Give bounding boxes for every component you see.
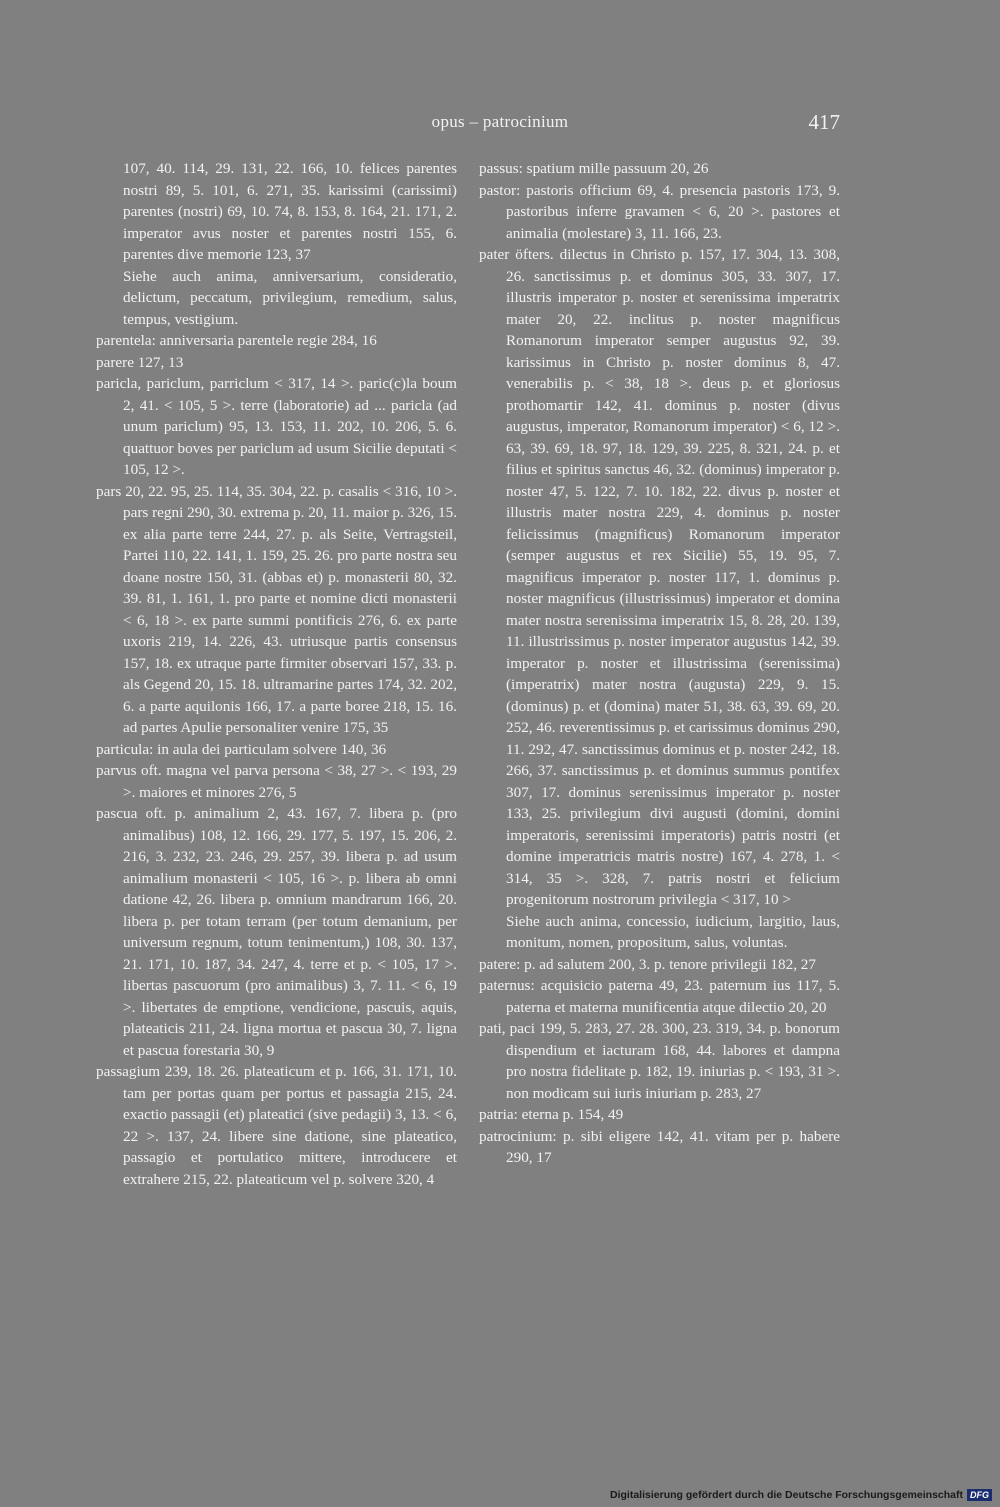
index-entry: paricla, pariclum, parriclum < 317, 14 >. paric(c)la boum 2, 41. < 105, 5 >. terre (laboratorie) ad ... paricla (ad unum pariclum) 95, 13. 153, 11. 202, 10. 206, 5. 6. quattuor boves per pariclum ad usum Sicilie deputati < 105, 12 >. (96, 375, 457, 478)
index-entry: patere: p. ad salutem 200, 3. p. tenore privilegii 182, 27 (479, 955, 816, 973)
index-entry: parvus oft. magna vel parva persona < 38, 27 >. < 193, 29 >. maiores et minores 276, 5 (96, 762, 457, 801)
index-entry: pascua oft. p. animalium 2, 43. 167, 7. libera p. (pro animalibus) 108, 12. 166, 29. 177, 5. 197, 15. 206, 2. 216, 3. 232, 23. 246, 29. 257, 39. libera p. ad usum animalium monasterii < 105, 16 >. p. libera ab omni datione 42, 26. libera p. omnium mandrarum 166, 20. libera p. per totam terram (per totum demanium, per universum regnum, totum tenimentum,) 108, 30. 137, 21. 171, 10. 187, 34. 247, 4. terre et p. < 105, 17 >. libertas pascuorum (pro animalibus) 3, 7. 11. < 6, 19 >. libertates de emptione, vendicione, pascuis, aquis, plateaticis 211, 24. ligna mortua et pascua 30, 7. ligna et pascua forestaria 30, 9 (96, 805, 457, 1059)
dfg-logo: DFG (967, 1489, 992, 1501)
left-column (96, 158, 457, 1190)
index-entry: paternus: acquisicio paterna 49, 23. paternum ius 117, 5. paterna et materna munificentia atque dilectio 20, 20 (479, 977, 840, 1016)
right-column (479, 158, 840, 1169)
footer-text: Digitalisierung gefördert durch die Deutsche Forschungsgemeinschaft (610, 1489, 963, 1501)
index-entry: pars 20, 22. 95, 25. 114, 35. 304, 22. p. casalis < 316, 10 >. pars regni 290, 30. extrema p. 20, 11. maior p. 326, 15. ex alia parte terre 244, 27. p. als Seite, Vertragsteil, Partei 110, 22. 141, 1. 159, 25. 26. pro parte nostra seu doane nostre 150, 31. (abbas et) p. monasterii 80, 32. 39. 81, 1. 161, 1. pro parte et nomine dicti monasterii < 6, 18 >. ex parte summi pontificis 276, 6. ex parte uxoris 219, 14. 226, 43. utriusque partis consensus 157, 18. ex utraque parte firmiter observari 157, 33. p. als Gegend 20, 15. 18. ultramarine partes 174, 32. 202, 6. a parte aquilonis 166, 17. a parte boree 218, 15. 16. ad partes Apulie personaliter venire 175, 35 (96, 482, 457, 736)
index-entry: parentela: anniversaria parentele regie 284, 16 (96, 332, 377, 349)
index-entry: 107, 40. 114, 29. 131, 22. 166, 10. felices parentes nostri 89, 5. 101, 6. 271, 35. karissimi (carissimi) parentes (nostri) 69, 10. 74, 8. 153, 8. 164, 21. 171, 2. imperator avus noster et parentes nostri 155, 6. parentes dive memorie 123, 37 (123, 160, 457, 263)
index-entry: pati, paci 199, 5. 283, 27. 28. 300, 23. 319, 34. p. bonorum dispendium et iacturam 168, 44. labores et dampna pro nostra fidelitate p. 182, 19. iniurias p. < 193, 31 >. non modicam sui iuris iniuriam p. 283, 27 (479, 1020, 840, 1102)
index-entry: particula: in aula dei particulam solvere 140, 36 (96, 740, 387, 758)
running-title: opus – patrocinium (431, 112, 569, 131)
index-entry: patria: eterna p. 154, 49 (479, 1106, 624, 1123)
page-number: 417 (808, 110, 840, 134)
index-entry: patrocinium: p. sibi eligere 142, 41. vitam per p. habere 290, 17 (479, 1127, 840, 1166)
index-entry: Siehe auch anima, anniversarium, consideratio, delictum, peccatum, privilegium, remedium, salus, tempus, vestigium. (123, 267, 457, 328)
index-entry: pater öfters. dilectus in Christo p. 157, 17. 304, 13. 308, 26. sanctissimus p. et dominus 305, 33. 307, 17. illustris imperator p. noster et serenissima imperatrix mater 20, 22. inclitus p. noster magnificus Romanorum imperator semper augustus 92, 39. karissimus in Christo p. noster dominus 8, 47. venerabilis p. < 38, 18 >. deus p. et gloriosus prothomartir 142, 41. dominus p. noster (divus augustus, imperator, Romanorum imperator) < 6, 12 >. 63, 39. 69, 18. 97, 18. 129, 39. 225, 8. 321, 24. p. et filius et spiritus sanctus 46, 32. (dominus) imperator p. noster 47, 5. 122, 7. 10. 182, 22. divus p. noster et illustris mater nostra 229, 4. dominus p. noster felicissimus (magnificus) Romanorum imperator (semper augustus et rex Sicilie) 55, 19. 95, 7. magnificus imperator p. noster 117, 1. dominus p. noster magnificus (illustrissimus) imperator et domina mater nostra serenissima imperatrix 15, 8. 28, 20. 139, 11. illustrissimus p. noster imperator augustus 142, 39. imperator p. noster et illustrissima (serenissima) (imperatrix) mater nostra (augusta) 229, 9. 15. (dominus) p. et (domina) mater 51, 38. 63, 39. 69, 20. 252, 46. reverentissimus p. et carissimus dominus 290, 11. 292, 47. sanctissimus dominus et p. noster 242, 18. 266, 37. sanctissimus p. et dominus summus pontifex 307, 17. dominus serenissimus imperator p. noster 133, 25. privilegium divi augusti (domini, domini imperatoris, serenissimi imperatoris) patris nostri (et domine imperatricis matris nostre) 167, 4. 278, 1. < 314, 35 >. 328, 7. patris nostri et felicium progenitorum nostrorum privilegia < 317, 10 > (479, 246, 840, 908)
index-entry: Siehe auch anima, concessio, iudicium, largitio, laus, monitum, nomen, propositum, salus, voluntas. (506, 912, 840, 951)
footer-credit (610, 1489, 992, 1501)
index-entry: parere 127, 13 (96, 353, 184, 371)
index-entry: passagium 239, 18. 26. plateaticum et p. 166, 31. 171, 10. tam per portas quam per portus et passagia 215, 24. exactio passagii (et) plateatici (sive pedagii) 3, 13. < 6, 22 >. 137, 24. libere sine datione, sine plateatico, passagio et portulatico mittere, introducere et extrahere 215, 22. plateaticum vel p. solvere 320, 4 (96, 1063, 457, 1188)
index-entry: passus: spatium mille passuum 20, 26 (479, 160, 709, 177)
index-entry: pastor: pastoris officium 69, 4. presencia pastoris 173, 9. pastoribus inferre gravamen < 6, 20 >. pastores et animalia (molestare) 3, 11. 166, 23. (479, 181, 840, 242)
